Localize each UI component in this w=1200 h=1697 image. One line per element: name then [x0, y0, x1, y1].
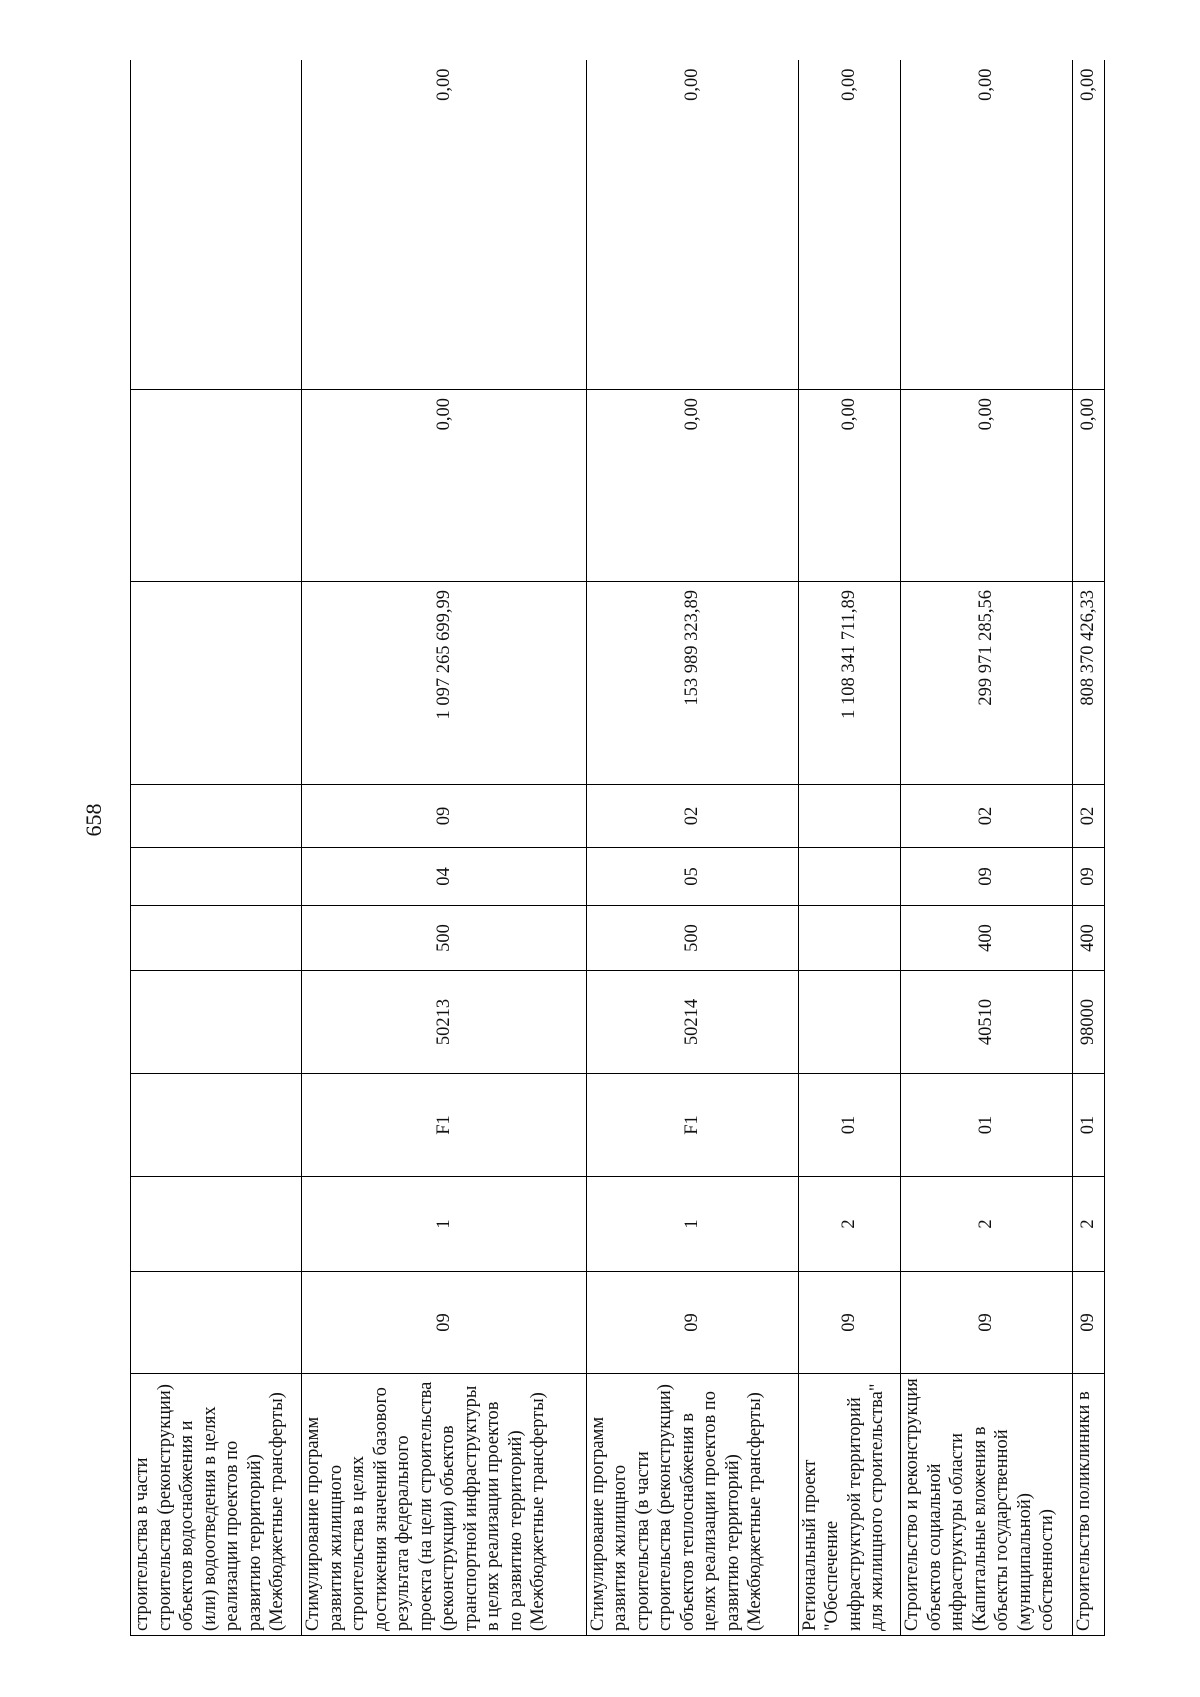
cell-code-4	[798, 971, 901, 1074]
cell-code-1	[131, 1272, 302, 1374]
table-row	[131, 61, 302, 1636]
table-row	[586, 61, 798, 1636]
cell-code-2	[131, 1177, 302, 1272]
cell-sum-2: 0,00	[1072, 390, 1104, 582]
cell-code-5	[798, 906, 901, 971]
table-row	[1072, 61, 1104, 1636]
cell-code-5: 500	[302, 906, 586, 971]
cell-sum-3: 0,00	[302, 61, 586, 390]
cell-sum-1: 808 370 426,33	[1072, 582, 1104, 785]
cell-code-6: 09	[901, 848, 1072, 906]
cell-code-1: 09	[1072, 1272, 1104, 1374]
cell-code-2: 2	[901, 1177, 1072, 1272]
cell-sum-3: 0,00	[1072, 61, 1104, 390]
cell-code-7	[131, 785, 302, 848]
cell-code-4: 50213	[302, 971, 586, 1074]
row-name: Строительство и реконструкция объектов социальной инфраструктуры области (Капитальные вложения в объекты государственной (муниципальной) собственности)	[901, 1374, 1072, 1636]
cell-sum-2: 0,00	[302, 390, 586, 582]
cell-code-7: 02	[586, 785, 798, 848]
row-name: Стимулирование программ развития жилищного строительства (в части строительства (реконструкции) объектов теплоснабжения в целях реализации проектов по развитию территорий) (Межбюджетные трансферты)	[586, 1374, 798, 1636]
cell-sum-3	[131, 61, 302, 390]
cell-sum-1: 299 971 285,56	[901, 582, 1072, 785]
cell-code-6	[131, 848, 302, 906]
cell-code-4	[131, 971, 302, 1074]
rotated-table-container	[130, 61, 1105, 1636]
cell-code-1: 09	[586, 1272, 798, 1374]
cell-code-5: 400	[901, 906, 1072, 971]
cell-code-5	[131, 906, 302, 971]
cell-sum-1: 1 097 265 699,99	[302, 582, 586, 785]
cell-code-2: 1	[302, 1177, 586, 1272]
cell-code-5: 500	[586, 906, 798, 971]
cell-code-6: 09	[1072, 848, 1104, 906]
cell-code-3: 01	[901, 1074, 1072, 1177]
cell-code-5: 400	[1072, 906, 1104, 971]
cell-sum-2: 0,00	[586, 390, 798, 582]
cell-code-3: 01	[798, 1074, 901, 1177]
budget-table	[130, 61, 1105, 1637]
cell-sum-1	[131, 582, 302, 785]
cell-sum-3: 0,00	[798, 61, 901, 390]
cell-code-3: 01	[1072, 1074, 1104, 1177]
cell-code-1: 09	[302, 1272, 586, 1374]
row-name: Стимулирование программ развития жилищного строительства в целях достижения значений базового результата федерального проекта (на цели строительства (реконструкции) объектов транспортной инфраструктуры в целях реализации проектов по развитию территорий) (Межбюджетные трансферты)	[302, 1374, 586, 1636]
cell-code-4: 98000	[1072, 971, 1104, 1074]
cell-code-7: 02	[1072, 785, 1104, 848]
cell-sum-2: 0,00	[901, 390, 1072, 582]
row-name: строительства в части строительства (реконструкции) объектов водоснабжения и (или) водоотведения в целях реализации проектов по развитию территорий) (Межбюджетные трансферты)	[131, 1374, 302, 1636]
cell-code-2: 2	[1072, 1177, 1104, 1272]
cell-sum-2: 0,00	[798, 390, 901, 582]
cell-code-4: 50214	[586, 971, 798, 1074]
cell-code-6: 05	[586, 848, 798, 906]
cell-code-1: 09	[798, 1272, 901, 1374]
row-name: Строительство поликлиники в	[1072, 1374, 1104, 1636]
cell-code-6	[798, 848, 901, 906]
cell-code-4: 40510	[901, 971, 1072, 1074]
cell-code-3	[131, 1074, 302, 1177]
cell-code-6: 04	[302, 848, 586, 906]
table-row	[302, 61, 586, 1636]
table-row	[901, 61, 1072, 1636]
cell-sum-3: 0,00	[901, 61, 1072, 390]
cell-code-3: F1	[586, 1074, 798, 1177]
cell-sum-3: 0,00	[586, 61, 798, 390]
cell-code-7: 09	[302, 785, 586, 848]
table-row	[798, 61, 901, 1636]
cell-code-2: 2	[798, 1177, 901, 1272]
row-name: Региональный проект "Обеспечение инфраструктурой территорий для жилищного строительства"	[798, 1374, 901, 1636]
cell-code-7: 02	[901, 785, 1072, 848]
cell-code-1: 09	[901, 1272, 1072, 1374]
cell-code-7	[798, 785, 901, 848]
cell-sum-1: 1 108 341 711,89	[798, 582, 901, 785]
cell-sum-1: 153 989 323,89	[586, 582, 798, 785]
cell-sum-2	[131, 390, 302, 582]
cell-code-3: F1	[302, 1074, 586, 1177]
page-number-text: 658	[81, 803, 106, 837]
cell-code-2: 1	[586, 1177, 798, 1272]
